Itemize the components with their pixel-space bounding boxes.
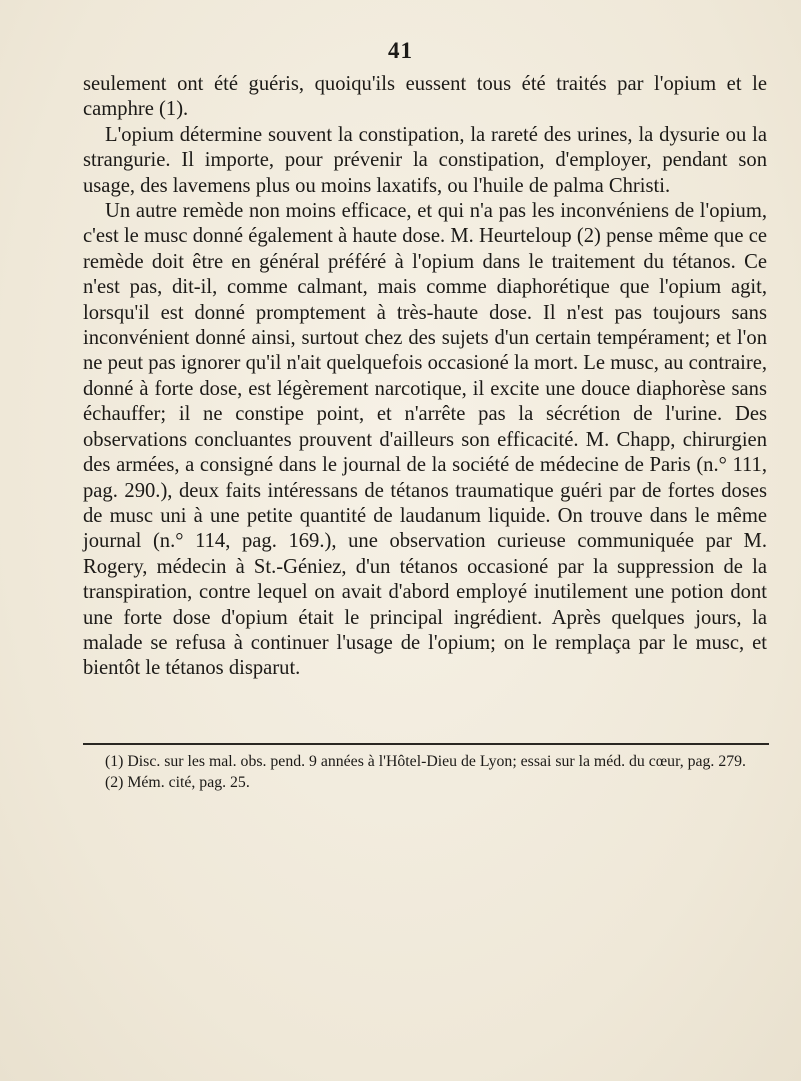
footnote-separator [83, 743, 769, 745]
page-number: 41 [388, 38, 413, 63]
footnote-2: (2) Mém. cité, pag. 25. [105, 774, 250, 791]
paragraph-continuation: seulement ont été guéris, quoiqu'ils eussent tous été traités par l'opium et le camphre (1). [83, 73, 767, 121]
paragraph-constipation: L'opium détermine souvent la constipation, la rareté des urines, la dysurie ou la strangurie. Il importe, pour prévenir la constipation, d'employer, pendant son usage, des lavemens plus ou moins laxatifs, ou l'huile de palma Christi. [83, 123, 767, 197]
paragraph-musc: Un autre remède non moins efficace, et qui n'a pas les inconvéniens de l'opium, c'est le musc donné également à haute dose. M. Heurteloup (2) pense même que ce remède doit être en général préféré à l'opium dans le traitement du tétanos. Ce n'est pas, dit-il, comme calmant, mais comme diaphorétique que l'opium agit, lorsqu'il est donné promptement à très-haute dose. Il n'est pas toujours sans inconvénient donné ainsi, surtout chez des sujets d'un certain tempérament; et l'on ne peut pas ignorer qu'il n'ait quelquefois occasioné la mort. Le musc, au contraire, donné à forte dose, est légèrement narcotique, il excite une douce diaphorèse sans échauffer; il ne constipe point, et n'arrête pas la sécrétion de l'urine. Des observations concluantes prouvent d'ailleurs son efficacité. M. Chapp, chirurgien des armées, a consigné dans le journal de la société de médecine de Paris (n.° 111, pag. 290.), deux faits intéressans de tétanos traumatique guéri par de fortes doses de musc uni à une petite quantité de laudanum liquide. On trouve dans le même journal (n.° 114, pag. 169.), une observation curieuse communiquée par M. Rogery, médecin à St.-Géniez, d'un tétanos occasioné par la suppression de la transpiration, contre lequel on avait d'abord employé inutilement une potion dont une forte dose d'opium était le principal ingrédient. Après quelques jours, la malade se refusa à continuer l'usage de l'opium; on le remplaça par le musc, et bientôt le tétanos disparut. [83, 200, 767, 680]
footnote-1: (1) Disc. sur les mal. obs. pend. 9 années à l'Hôtel-Dieu de Lyon; essai sur la méd. du cœur, pag. 279. [105, 753, 746, 770]
footnotes [83, 751, 767, 793]
main-text [83, 72, 767, 682]
